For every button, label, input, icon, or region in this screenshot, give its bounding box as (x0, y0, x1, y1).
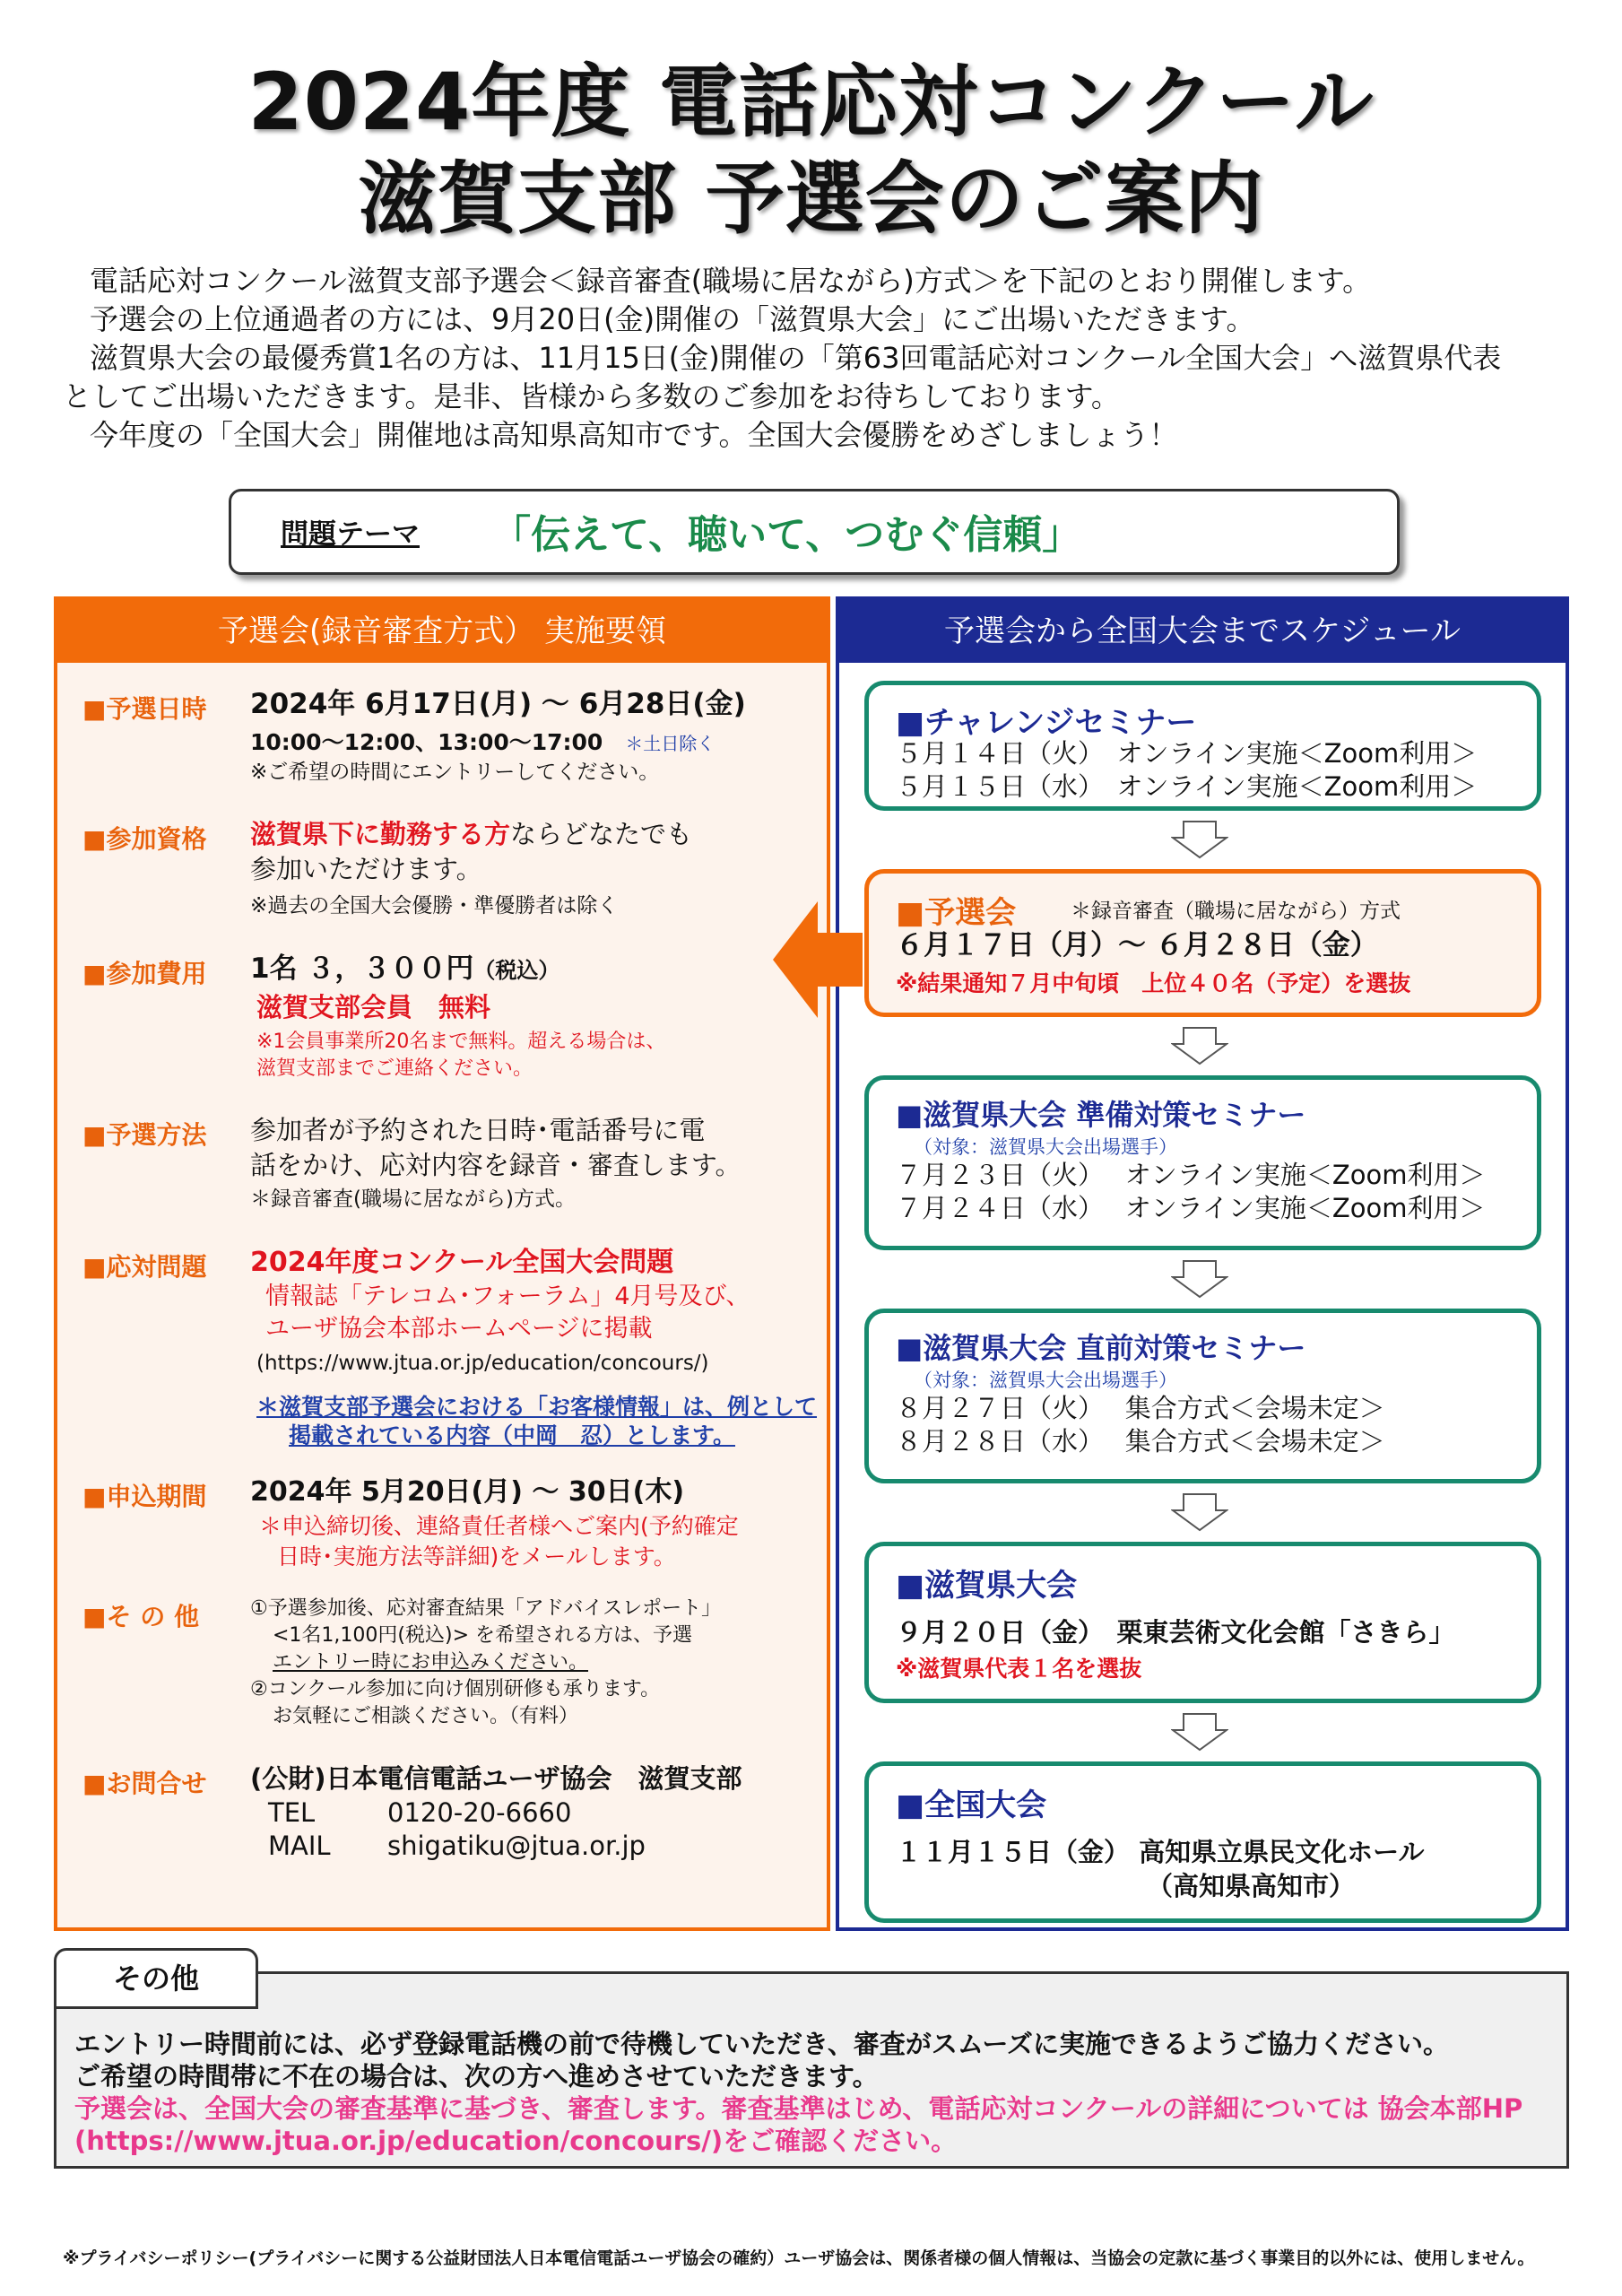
other-line-5: お気軽にご相談ください。（有料） (273, 1705, 579, 1727)
schedule-prefectural (864, 1542, 1541, 1703)
schedule-prep-seminar (864, 1075, 1541, 1250)
guidelines-panel (54, 596, 830, 1931)
problem-note-1: ＊滋賀支部予選会における「お客様情報」は、例として (256, 1394, 818, 1420)
other-label: ■そ の 他 (82, 1602, 199, 1631)
intro-line: 電話応対コンクール滋賀支部予選会＜録音審査(職場に居ながら)方式＞を下記のとおり開催します。 (90, 264, 1372, 298)
challenge-line-2: ５月１５日（水） オンライン実施＜Zoom利用＞ (896, 771, 1478, 802)
final-prep-title: ■滋賀県大会 直前対策セミナー (896, 1331, 1306, 1365)
prelim-note: ※結果通知７月中旬頃 上位４０名（予定）を選抜 (896, 970, 1411, 996)
pref-title: ■滋賀県大会 (896, 1568, 1078, 1604)
prep-line-1: ７月２３日（火） オンライン実施＜Zoom利用＞ (896, 1160, 1486, 1190)
fee-member: 滋賀支部会員 無料 (256, 992, 491, 1022)
other-line-2: ご希望の時間帯に不在の場合は、次の方へ進めさせていただきます。 (74, 2061, 879, 2092)
national-date: １１月１５日（金） 高知県立県民文化ホール (896, 1837, 1425, 1867)
down-arrow-icon (1171, 1492, 1228, 1532)
other-text (74, 2028, 1554, 2157)
down-arrow-icon (1171, 1026, 1228, 1065)
pref-note: ※滋賀県代表１名を選抜 (896, 1656, 1142, 1682)
other-line-2: <1名1,100円(税込)> を希望される方は、予選 (273, 1624, 693, 1647)
theme-label: 問題テーマ (281, 518, 420, 551)
down-arrow-icon (1171, 820, 1228, 859)
schedule-preliminary (864, 869, 1541, 1017)
other-line-3: エントリー時にお申込みください。 (273, 1651, 589, 1674)
date-weekend-note: ＊土日除く (625, 733, 716, 754)
challenge-title: ■チャレンジセミナー (896, 705, 1197, 741)
method-line-2: 話をかけ、応対内容を録音・審査します。 (250, 1150, 742, 1180)
qualification-label: ■参加資格 (82, 824, 207, 854)
down-arrow-icon (1171, 1712, 1228, 1752)
problem-label: ■応対問題 (82, 1252, 207, 1282)
date-note: ※ご希望の時間にエントリーしてください。 (250, 761, 660, 784)
contact-tel[interactable]: 0120-20-6660 (387, 1797, 572, 1828)
other-line-4: ②コンクール参加に向け個別研修も承ります。 (250, 1678, 661, 1700)
down-arrow-icon (1171, 1259, 1228, 1299)
apply-label: ■申込期間 (82, 1482, 207, 1511)
qualification-note: ※過去の全国大会優勝・準優勝者は除く (250, 894, 619, 918)
prep-title: ■滋賀県大会 準備対策セミナー (896, 1098, 1306, 1132)
privacy-footer: ※プライバシーポリシー(プライバシーに関する公益財団法人日本電信電話ユーザ協会の確約）ユーザ協会は、関係者様の個人情報は、当協会の定款に基づく事業目的以外には、使用しません。 (63, 2248, 1535, 2268)
schedule-final-seminar (864, 1309, 1541, 1483)
contact-org: (公財)日本電信電話ユーザ協会 滋賀支部 (250, 1763, 742, 1794)
method-label: ■予選方法 (82, 1120, 207, 1150)
apply-note-1: ＊申込締切後、連絡責任者様へご案内(予約確定 (259, 1513, 739, 1539)
national-place: （高知県高知市） (1147, 1871, 1356, 1901)
apply-main: 2024年 5月20日(月) ～ 30日(木) (250, 1476, 685, 1508)
intro-line: 予選会の上位通過者の方には、9月20日(金)開催の「滋賀県大会」にご出場いただきます。 (90, 302, 1255, 336)
contact-tel-label: TEL (268, 1797, 316, 1828)
fee-label: ■参加費用 (82, 959, 207, 988)
prep-line-2: ７月２４日（水） オンライン実施＜Zoom利用＞ (896, 1193, 1486, 1223)
qualification-text: 滋賀県下に勤務する方ならどなたでも (250, 819, 693, 849)
prelim-subtitle: ＊録音審査（職場に居ながら）方式 (1071, 900, 1401, 923)
problem-note-2: 掲載されている内容（中岡 忍）とします。 (289, 1422, 736, 1448)
theme-box (229, 489, 1400, 575)
theme-text: 「伝えて、聴いて、つむぐ信頼」 (491, 512, 1082, 558)
title-line-2: 滋賀支部 予選会のご案内 (358, 152, 1264, 245)
prelim-date: ６月１７日（月）～ ６月２８日（金） (896, 929, 1378, 961)
schedule-national (864, 1761, 1541, 1923)
fee-main: 1名 ３，３００円（税込） (250, 952, 560, 985)
title-line-1: 2024年度 電話応対コンクール (247, 56, 1375, 148)
intro-text (63, 262, 1587, 455)
intro-line: 今年度の「全国大会」開催地は高知県高知市です。全国大会優勝をめざしましょう！ (90, 418, 1178, 452)
problem-url[interactable]: (https://www.jtua.or.jp/education/concours/) (256, 1352, 709, 1375)
left-arrow-icon (773, 901, 863, 1018)
national-title: ■全国大会 (896, 1787, 1047, 1823)
method-line-1: 参加者が予約された日時･電話番号に電 (250, 1115, 706, 1145)
guidelines-heading: 予選会(録音審査方式） 実施要領 (57, 600, 827, 663)
method-note: ＊録音審査(職場に居ながら)方式。 (250, 1187, 576, 1211)
page-title (0, 54, 1622, 248)
other-line-3: 予選会は、全国大会の審査基準に基づき、審査します。審査基準はじめ、電話応対コンクールの詳細については 協会本部HP (74, 2093, 1523, 2124)
problem-title: 2024年度コンクール全国大会問題 (250, 1247, 674, 1278)
prelim-title: ■予選会 (896, 895, 1017, 931)
other-line-4[interactable]: (https://www.jtua.or.jp/education/concours/)をご確認ください。 (74, 2126, 958, 2156)
contact-label: ■お問合せ (82, 1769, 207, 1798)
final-prep-line-2: ８月２８日（水） 集合方式＜会場未定＞ (896, 1426, 1385, 1457)
intro-line: としてご出場いただきます。是非、皆様から多数のご参加をお待ちしております。 (63, 379, 1120, 413)
other-line-1: ①予選参加後、応対審査結果「アドバイスレポート」 (250, 1597, 722, 1620)
schedule-challenge-seminar (864, 681, 1541, 811)
pref-date: ９月２０日（金） 栗東芸術文化会館「さきら」 (896, 1617, 1455, 1648)
other-box (54, 1971, 1569, 2169)
apply-note-2: 日時･実施方法等詳細)をメールします。 (277, 1544, 676, 1570)
fee-note-2: 滋賀支部までご連絡ください。 (256, 1057, 533, 1080)
final-prep-line-1: ８月２７日（火） 集合方式＜会場未定＞ (896, 1393, 1385, 1423)
intro-line: 滋賀県大会の最優秀賞1名の方は、11月15日(金)開催の「第63回電話応対コンクール全国大会」へ滋賀県代表 (90, 341, 1502, 375)
date-times: 10:00～12:00、13:00～17:00 ＊土日除く (250, 729, 716, 755)
contact-mail[interactable]: shigatiku@jtua.or.jp (387, 1831, 646, 1861)
date-label: ■予選日時 (82, 694, 207, 724)
fee-note-1: ※1会員事業所20名まで無料。超える場合は、 (256, 1031, 666, 1053)
problem-line-2: ユーザ協会本部ホームページに掲載 (265, 1315, 653, 1343)
other-tab: その他 (54, 1948, 258, 2009)
schedule-panel (836, 596, 1569, 1931)
qualification-line-2: 参加いただけます。 (250, 854, 482, 884)
schedule-heading: 予選会から全国大会までスケジュール (839, 600, 1566, 663)
other-line-1: エントリー時間前には、必ず登録電話機の前で待機していただき、審査がスムーズに実施できるようご協力ください。 (74, 2029, 1449, 2059)
date-main: 2024年 6月17日(月) ～ 6月28日(金) (250, 688, 746, 720)
final-prep-target: （対象：滋賀県大会出場選手） (914, 1370, 1177, 1391)
problem-line-1: 情報誌「テレコム･フォーラム」4月号及び、 (265, 1283, 750, 1310)
prep-target: （対象：滋賀県大会出場選手） (914, 1136, 1177, 1158)
challenge-line-1: ５月１４日（火） オンライン実施＜Zoom利用＞ (896, 738, 1478, 769)
contact-mail-label: MAIL (268, 1831, 331, 1861)
